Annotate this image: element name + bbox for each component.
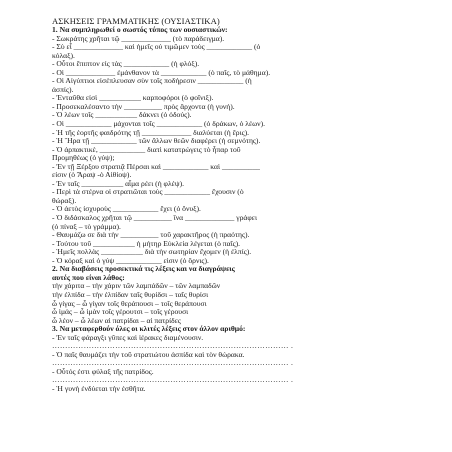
exercise2-heading-line: 2. Να διαβάσεις προσεκτικά τις λέξεις και να διαγράψεις	[52, 265, 235, 274]
exercise3-heading: 3. Να μεταφερθούν όλες οι κλιτές λέξεις στον άλλον αριθμό:	[52, 325, 246, 334]
exercise1-line: - Ἐν τῇ Ξέρξου στρατιᾷ Πέρσαι καὶ ____________ καὶ __________	[52, 162, 260, 171]
exercise1-line: - Ὁ ἀετὸς ἰσχυροὺς ____________ ἔχει (ὁ ὄνυξ).	[52, 205, 201, 214]
exercise3-line: - Ὁ παῖς θαυμάζει τὴν τοῦ στρατιώτου ἀσπίδα καὶ τὸν θώρακα.	[52, 350, 245, 359]
exercise1-line: εἰσιν (ὁ Ἄραψ -ὁ Αἰθίοψ).	[52, 171, 132, 180]
exercise1-line: ἀσπίς).	[52, 85, 74, 94]
answer-dotted-line: ……………………………………………………………………………… .	[52, 342, 294, 351]
exercise2-line: ὦ ἱμάς – ὦ ἱμὰν τοῖς γέρουτσι – τοῖς γέρουσι	[52, 308, 189, 317]
exercise1-line: - Ἡμεῖς πολλὰς ___________ διὰ τὴν σωτηρίαν ἔχομεν (ἡ ἐλπίς).	[52, 248, 252, 257]
answer-dotted-line: ……………………………………………………………………………… .	[52, 376, 294, 385]
exercise1-line: - Σωκράτης χρῆται τῷ _____________ (τὸ παράδειγμα).	[52, 34, 225, 43]
exercise3-line: - Ἐν ταῖς φάραγξι γῦπες καὶ ἱέρακες διαμένουσιν.	[52, 333, 204, 342]
exercise1-line: κόλαξ).	[52, 51, 75, 60]
worksheet-title: ΑΣΚΗΣΕΙΣ ΓΡΑΜΜΑΤΙΚΗΣ (ΟΥΣΙΑΣΤΙΚΑ)	[52, 16, 220, 26]
exercise1-line: - Θαυμάζω σε διὰ τὴν __________ τοῦ χαρακτῆρος (ἡ πραότης).	[52, 231, 250, 240]
exercise1-line: - Ἐν ταῖς ___________ αἷμα ρέει (ἡ φλέψ).	[52, 179, 184, 188]
exercise1-line: - Ἡ Ἥρα τῇ ____________ τῶν ἄλλων θεῶν διαφέρει (ἡ σεμνότης).	[52, 137, 261, 146]
answer-dotted-line: ……………………………………………………………………………… .	[52, 359, 294, 368]
exercise1-line: - Τούτου τοῦ ___________ ἡ μήτηρ Εὐκλεία λέγεται (ὁ παῖς).	[52, 239, 241, 248]
exercise3-line: - Ἡ γυνὴ ἐνδύεται τὴν ἐσθῆτα.	[52, 384, 146, 393]
exercise1-line: - Ὁ ἀρπακτικὲ, ____________ διατὶ κατατρώγεις τὸ ἧπαρ τοῦ	[52, 145, 241, 154]
exercise1-line: - Ὁ διδάσκαλος χρῆται τῷ __________ ἵνα _____________ γράφει	[52, 214, 257, 223]
exercise2-line: ὦ γίγας – ὦ γίγαν τοῖς θεράπουσι – τοῖς θεράπουσι	[52, 299, 207, 308]
exercise1-line: (ὁ πίναξ – τὸ γράμμα).	[52, 222, 121, 231]
exercise1-line: - Προσεκαλέσαντο τὴν __________ πρὸς ἄρχοντα (ἡ γυνή).	[52, 102, 235, 111]
exercise1-line: - Ὁ κόραξ καὶ ὁ γύψ ____________ εἰσιν (ὁ ὄρνις).	[52, 256, 209, 265]
exercise1-line: - Οἱ ____________ μάχονται τοῖς ____________ (ὁ δράκων, ὁ λέων).	[52, 120, 266, 129]
exercise1-line: Προμηθέως (ὁ γύψ);	[52, 154, 115, 163]
exercise1-line: - Ἡ τῆς ἑορτῆς φαιδρότης τῇ _____________ διαλύεται (ἡ ἔρις).	[52, 128, 250, 137]
exercise2-heading-line: αυτές που είναι λάθος:	[52, 273, 125, 282]
exercise2-lines	[52, 282, 402, 325]
exercise1-line: - Σὺ εἶ _____________ καὶ ἡμεῖς οὐ τιμῶμεν τοὺς ____________ (ὁ	[52, 43, 261, 52]
exercise2-line: τὴν χάριτα – τὴν χάριν τῶν λαμπάδῶν – τῶν λαμπαδῶν	[52, 282, 221, 291]
exercise1-line: - Ἐνταῦθα εἰσὶ ___________ καρποφόροι (ὁ φοῖνιξ).	[52, 94, 214, 103]
exercise1-line: - Οὗτοι ἔπιπτον εἰς τὰς ____________ (ἡ φλόξ).	[52, 60, 200, 69]
exercise1-line: - Οἱ _____________ ἐμάνθανον τὰ ____________ (ὁ παῖς, τὸ μάθημα).	[52, 68, 271, 77]
exercise1-lines	[52, 35, 402, 266]
worksheet-page	[52, 16, 402, 394]
exercise3-lines	[52, 334, 402, 394]
exercise1-line: - Ὁ λέων τοῖς ___________ δάκνει (ὁ ὀδούς).	[52, 111, 192, 120]
exercise1-heading: 1. Να συμπληρωθεί ο σωστός τύπος των ουσιαστικών:	[52, 26, 228, 34]
exercise1-line: θώραξ).	[52, 196, 77, 205]
exercise3-line: - Οὗτός ἐστι φύλαξ τῆς πατρίδος.	[52, 367, 154, 376]
exercise2-line: τὴν ἐλπίδα – τὴν ἐλπίδαν ταῖς θυρίδσι – ταῖς θυρίσι	[52, 290, 209, 299]
exercise2-line: ὦ λέον – ὦ λέων αἱ πατρίδαι – αἱ πατρίδες	[52, 316, 181, 325]
exercise1-line: - Οἱ Αἰγύπτιοι εἰσέπλευσαν σὺν τοῖς ποδήρεσιν ____________ (ἡ	[52, 77, 252, 86]
exercise1-line: - Περὶ τὰ στέρνα οἱ στρατιῶται τοὺς ____________ ἔχουσιν (ὁ	[52, 188, 244, 197]
